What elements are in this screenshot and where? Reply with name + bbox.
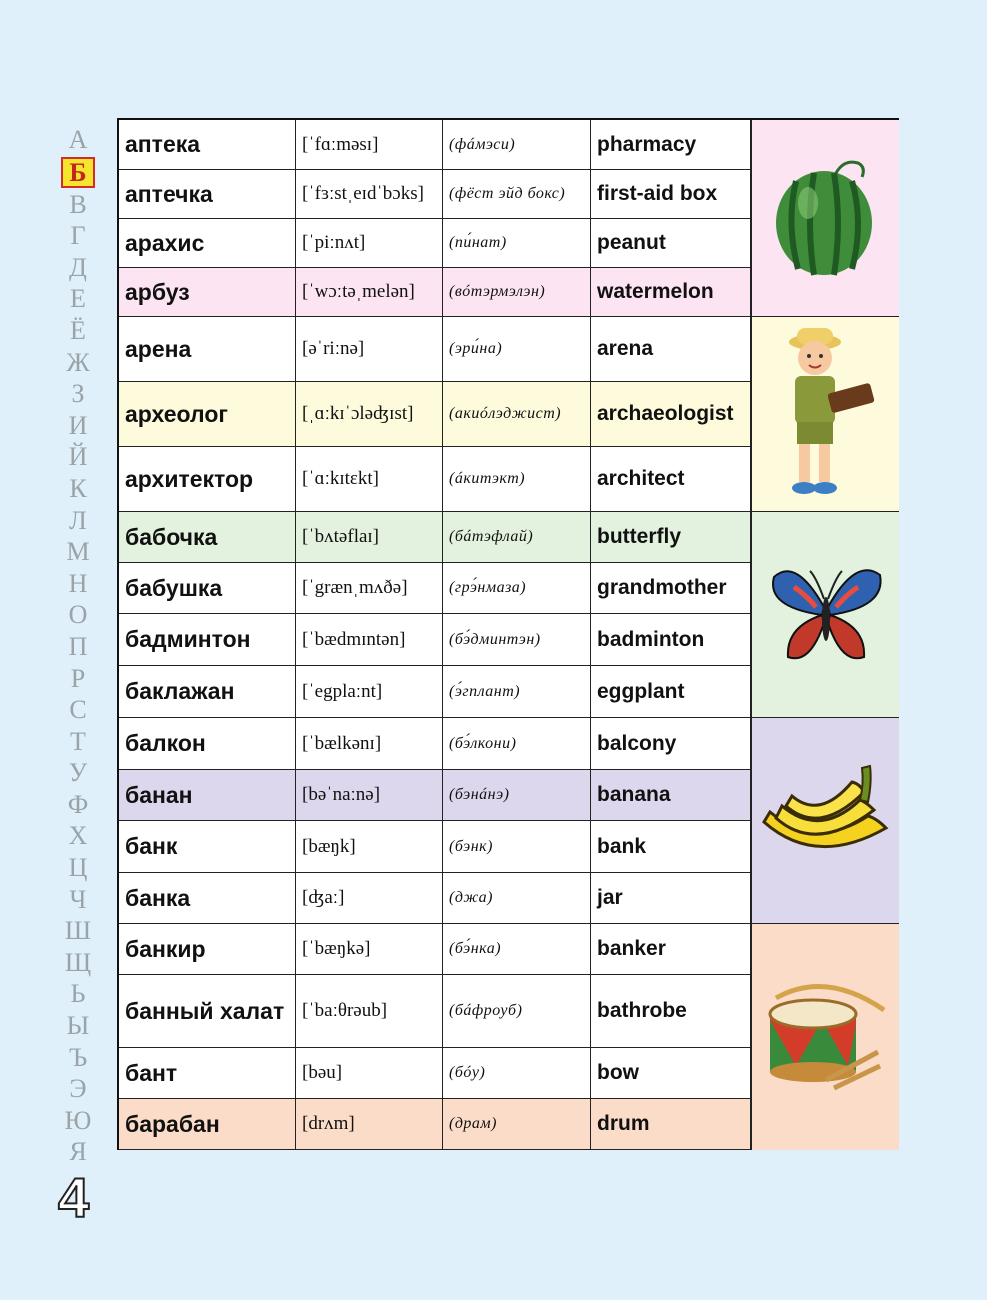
russian-word: банан	[119, 770, 296, 820]
russian-reading: (бóу)	[443, 1048, 591, 1098]
russian-word: археолог	[119, 382, 296, 446]
transcription: [ˈbaːθrəub]	[296, 975, 443, 1047]
russian-word: аптека	[119, 120, 296, 169]
transcription: [ˈegplaːnt]	[296, 666, 443, 717]
alphabet-letter[interactable]: А	[68, 125, 88, 154]
vocab-row	[119, 563, 751, 614]
russian-word: банкир	[119, 924, 296, 974]
russian-word: балкон	[119, 718, 296, 769]
english-word: first-aid box	[591, 170, 751, 218]
russian-word: арена	[119, 317, 296, 381]
russian-word: архитектор	[119, 447, 296, 511]
english-word: arena	[591, 317, 751, 381]
transcription: [ˈɑːkɪtɛkt]	[296, 447, 443, 511]
vocab-row	[119, 317, 751, 382]
english-word: bank	[591, 821, 751, 872]
picture-cell	[751, 317, 899, 512]
russian-word: бадминтон	[119, 614, 296, 665]
english-word: pharmacy	[591, 120, 751, 169]
russian-reading: (фёст эйд бокс)	[443, 170, 591, 218]
alphabet-letter[interactable]: Л	[69, 505, 87, 535]
english-word: badminton	[591, 614, 751, 665]
english-word: butterfly	[591, 512, 751, 562]
english-word: drum	[591, 1099, 751, 1149]
alphabet-letter[interactable]: Н	[68, 568, 88, 598]
alphabet-letter[interactable]: Щ	[64, 947, 92, 977]
watermelon-icon	[766, 151, 886, 286]
alphabet-letter[interactable]: Х	[68, 821, 88, 851]
page-number: 4	[58, 1166, 90, 1229]
russian-reading: (эри́на)	[443, 317, 591, 381]
vocab-row	[119, 770, 751, 821]
transcription: [drʌm]	[296, 1099, 443, 1149]
alphabet-letter[interactable]: Я	[69, 1137, 87, 1167]
alphabet-letter[interactable]: Ё	[70, 315, 86, 345]
english-word: bathrobe	[591, 975, 751, 1047]
transcription: [ˈpiːnʌt]	[296, 219, 443, 267]
english-word: balcony	[591, 718, 751, 769]
vocab-row	[119, 1099, 751, 1150]
russian-word: банк	[119, 821, 296, 872]
transcription: [ˌɑːkɪˈɔləʤɪst]	[296, 382, 443, 446]
alphabet-letter[interactable]: Б	[61, 157, 95, 188]
russian-reading: (бэнáнэ)	[443, 770, 591, 820]
english-word: jar	[591, 873, 751, 923]
alphabet-letter[interactable]: В	[69, 189, 87, 219]
vocab-row	[119, 512, 751, 563]
picture-cell	[751, 924, 899, 1150]
russian-reading: (бэ́лкони)	[443, 718, 591, 769]
russian-reading: (бэ́нка)	[443, 924, 591, 974]
alphabet-letter[interactable]: Д	[69, 252, 87, 282]
vocab-row	[119, 1048, 751, 1099]
transcription: [əˈriːnə]	[296, 317, 443, 381]
transcription: [ˈbæŋkə]	[296, 924, 443, 974]
vocab-row	[119, 873, 751, 924]
vocab-row	[119, 268, 751, 317]
vocab-row	[119, 821, 751, 873]
alphabet-letter[interactable]: Ч	[69, 884, 87, 914]
alphabet-letter[interactable]: Г	[70, 221, 86, 251]
english-word: eggplant	[591, 666, 751, 717]
russian-reading: (бáтэфлай)	[443, 512, 591, 562]
alphabet-letter[interactable]: Ы	[66, 1011, 90, 1041]
english-word: archaeologist	[591, 382, 751, 446]
russian-reading: (фáмэси)	[443, 120, 591, 169]
alphabet-letter[interactable]: Ф	[67, 789, 89, 819]
alphabet-letter[interactable]: Ш	[64, 916, 92, 946]
vocab-row	[119, 924, 751, 975]
picture-cell	[751, 718, 899, 924]
transcription: [ˈwɔːtəˌmelən]	[296, 268, 443, 316]
vocab-row	[119, 447, 751, 512]
russian-reading: (драм)	[443, 1099, 591, 1149]
transcription: [bəu]	[296, 1048, 443, 1098]
alphabet-letter[interactable]: Й	[68, 442, 88, 472]
alphabet-letter[interactable]: М	[66, 537, 90, 567]
transcription: [ˈfɜːstˌeɪdˈbɔks]	[296, 170, 443, 218]
english-word: watermelon	[591, 268, 751, 316]
transcription: [ˈfɑːməsɪ]	[296, 120, 443, 169]
alphabet-letter[interactable]: О	[68, 600, 88, 630]
english-word: grandmother	[591, 563, 751, 613]
english-word: bow	[591, 1048, 751, 1098]
russian-reading: (грэ́нмаза)	[443, 563, 591, 613]
alphabet-letter[interactable]: Ц	[68, 853, 88, 883]
vocab-row	[119, 170, 751, 219]
russian-reading: (э́гплант)	[443, 666, 591, 717]
transcription: [ʤaː]	[296, 873, 443, 923]
vocab-row	[119, 219, 751, 268]
russian-reading: (акиóлэджист)	[443, 382, 591, 446]
russian-word: банка	[119, 873, 296, 923]
transcription: [ˈbʌtəflaɪ]	[296, 512, 443, 562]
vocab-row	[119, 120, 751, 170]
alphabet-letter[interactable]: Э	[69, 1074, 87, 1104]
russian-word: арбуз	[119, 268, 296, 316]
russian-word: бабочка	[119, 512, 296, 562]
vocabulary-table	[117, 118, 899, 1150]
russian-reading: (вóтэрмэлэн)	[443, 268, 591, 316]
transcription: [bæŋk]	[296, 821, 443, 872]
alphabet-letter[interactable]: Е	[70, 284, 86, 314]
russian-reading: (бэнк)	[443, 821, 591, 872]
alphabet-letter[interactable]: Ю	[64, 1105, 92, 1135]
alphabet-letter[interactable]: Р	[70, 663, 86, 693]
picture-cell	[751, 512, 899, 718]
russian-word: бант	[119, 1048, 296, 1098]
alphabet-letter[interactable]: П	[68, 631, 88, 661]
alphabet-letter[interactable]: У	[68, 758, 88, 788]
alphabet-letter[interactable]: Ъ	[68, 1042, 88, 1072]
transcription: [bəˈnaːnə]	[296, 770, 443, 820]
russian-reading: (бáфроуб)	[443, 975, 591, 1047]
russian-word: банный халат	[119, 975, 296, 1047]
alphabet-letter[interactable]: Ж	[66, 347, 90, 377]
english-word: banana	[591, 770, 751, 820]
vocab-row	[119, 718, 751, 770]
russian-word: арахис	[119, 219, 296, 267]
alphabet-letter[interactable]: К	[69, 473, 87, 503]
alphabet-letter[interactable]: И	[68, 410, 88, 440]
alphabet-letter[interactable]: Ь	[70, 979, 86, 1009]
butterfly-icon	[766, 547, 886, 682]
english-word: architect	[591, 447, 751, 511]
russian-word: бабушка	[119, 563, 296, 613]
russian-reading: (бэ́дминтэн)	[443, 614, 591, 665]
alphabet-index	[56, 124, 100, 1168]
banana-icon	[756, 758, 896, 883]
alphabet-letter[interactable]: З	[71, 379, 85, 409]
vocab-row	[119, 975, 751, 1048]
archaeologist-boy-icon	[771, 322, 881, 507]
alphabet-letter[interactable]: Т	[70, 726, 86, 756]
transcription: [ˈbædmɪntən]	[296, 614, 443, 665]
russian-word: баклажан	[119, 666, 296, 717]
english-word: banker	[591, 924, 751, 974]
drum-icon	[756, 970, 896, 1105]
vocab-row	[119, 614, 751, 666]
russian-reading: (пи́нат)	[443, 219, 591, 267]
russian-word: барабан	[119, 1099, 296, 1149]
vocab-row	[119, 382, 751, 447]
alphabet-letter[interactable]: С	[69, 695, 87, 725]
vocab-row	[119, 666, 751, 718]
russian-reading: (áкитэкт)	[443, 447, 591, 511]
picture-cell	[751, 120, 899, 317]
transcription: [ˈbælkənɪ]	[296, 718, 443, 769]
russian-reading: (джа)	[443, 873, 591, 923]
english-word: peanut	[591, 219, 751, 267]
russian-word: аптечка	[119, 170, 296, 218]
transcription: [ˈgrænˌmʌðə]	[296, 563, 443, 613]
